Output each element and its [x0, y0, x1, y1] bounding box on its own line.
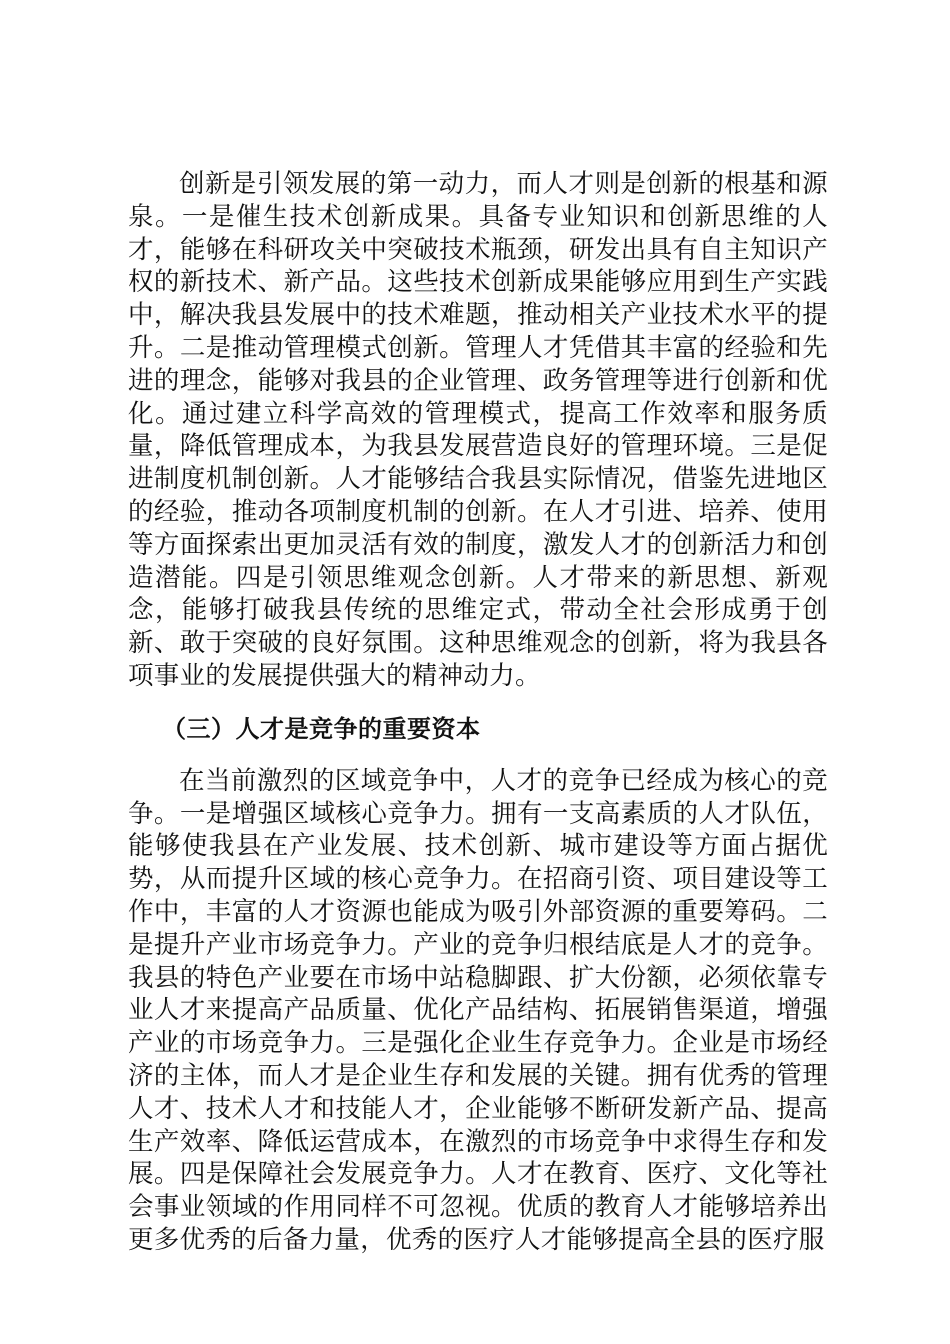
paragraph-competition: 在当前激烈的区域竞争中，人才的竞争已经成为核心的竞争。一是增强区域核心竞争力。拥有一支高素质的人才队伍，能够使我县在产业发展、技术创新、城市建设等方面占据优势，从而提升区域的核心竞争力。在招商引资、项目建设等工作中，丰富的人才资源也能成为吸引外部资源的重要筹码。二是提升产业市场竞争力。产业的竞争归根结底是人才的竞争。我县的特色产业要在市场中站稳脚跟、扩大份额，必须依靠专业人才来提高产品质量、优化产品结构、拓展销售渠道，增强产业的市场竞争力。三是强化企业生存竞争力。企业是市场经济的主体，而人才是企业生存和发展的关键。拥有优秀的管理人才、技术人才和技能人才，企业能够不断研发新产品、提高生产效率、降低运营成本，在激烈的市场竞争中求得生存和发展。四是保障社会发展竞争力。人才在教育、医疗、文化等社会事业领域的作用同样不可忽视。优质的教育人才能够培养出更多优秀的后备力量，优秀的医疗人才能够提高全县的医疗服	[128, 765, 828, 1255]
section-heading: （三）人才是竞争的重要资本	[162, 714, 481, 743]
document-body	[128, 168, 828, 1257]
paragraph-innovation: 创新是引领发展的第一动力，而人才则是创新的根基和源泉。一是催生技术创新成果。具备专业知识和创新思维的人才，能够在科研攻关中突破技术瓶颈，研发出具有自主知识产权的新技术、新产品。这些技术创新成果能够应用到生产实践中，解决我县发展中的技术难题，推动相关产业技术水平的提升。二是推动管理模式创新。管理人才凭借其丰富的经验和先进的理念，能够对我县的企业管理、政务管理等进行创新和优化。通过建立科学高效的管理模式，提高工作效率和服务质量，降低管理成本，为我县发展营造良好的管理环境。三是促进制度机制创新。人才能够结合我县实际情况，借鉴先进地区的经验，推动各项制度机制的创新。在人才引进、培养、使用等方面探索出更加灵活有效的制度，激发人才的创新活力和创造潜能。四是引领思维观念创新。人才带来的新思想、新观念，能够打破我县传统的思维定式，带动全社会形成勇于创新、敢于突破的良好氛围。这种思维观念的创新，将为我县各项事业的发展提供强大的精神动力。	[128, 169, 828, 691]
